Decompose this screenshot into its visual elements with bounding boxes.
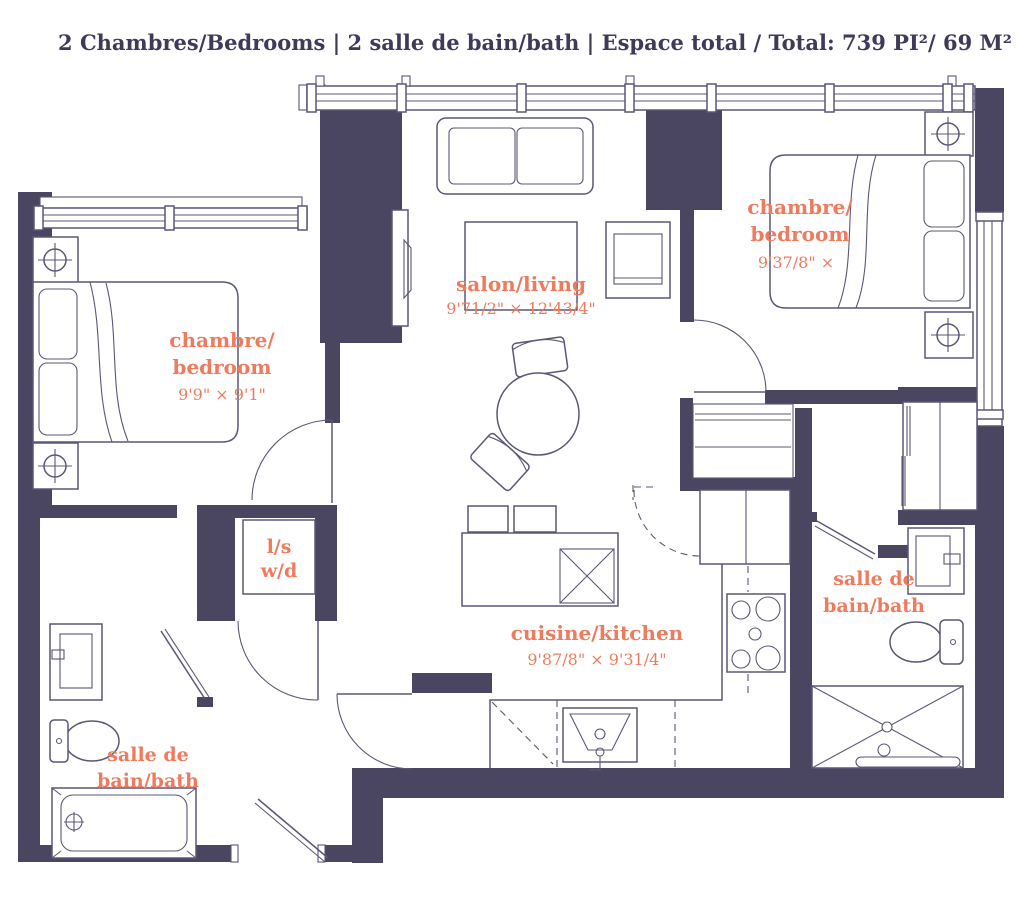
wall <box>33 505 177 518</box>
bedroom-right-label: chambre/ <box>747 195 853 219</box>
window-mullion <box>625 84 634 112</box>
shower-symbol <box>812 686 963 768</box>
wall <box>315 518 337 621</box>
wall <box>18 240 33 452</box>
fridge-symbol <box>633 485 790 564</box>
window-frame <box>977 212 1002 426</box>
wall <box>878 545 910 558</box>
pillow-symbol <box>924 231 964 301</box>
door-bath-left <box>161 629 209 699</box>
wall <box>213 505 337 518</box>
wall <box>898 387 980 403</box>
window-mullion <box>517 84 526 112</box>
window-mullion <box>707 84 716 112</box>
pillow-symbol <box>39 363 77 435</box>
wall <box>975 88 1004 212</box>
bedroom-right-label: bedroom <box>750 222 850 246</box>
laundry-label: w/d <box>260 560 298 582</box>
wall <box>18 505 40 850</box>
stool-symbol <box>468 506 508 532</box>
rug-symbol <box>465 222 577 310</box>
wardrobe-symbol <box>902 402 977 510</box>
wall <box>680 477 812 491</box>
door-bedroom-right <box>694 320 766 392</box>
window-mullion <box>397 84 406 112</box>
window-mullion <box>307 84 316 112</box>
wall <box>646 108 722 210</box>
wall <box>765 390 907 404</box>
plan-title: 2 Chambres/Bedrooms | 2 salle de bain/bath | Espace total / Total: 739 PI²/ 69 M² <box>58 30 1012 55</box>
kitchen-dimensions: 9'87/8" × 9'31/4" <box>527 650 667 669</box>
tv-console-symbol <box>392 210 408 326</box>
window-mullion <box>976 212 1003 221</box>
toilet-symbol <box>890 620 963 664</box>
wall <box>975 426 1004 770</box>
wall <box>790 490 812 770</box>
door-bath-right <box>815 521 875 559</box>
wall <box>898 510 980 525</box>
bathtub-symbol <box>52 788 196 858</box>
window-bedroom-left <box>34 197 307 230</box>
sofa-cushion <box>517 128 583 184</box>
laundry-label: l/s <box>266 536 292 558</box>
bedroom-left-label: bedroom <box>172 355 272 379</box>
bedroom-right-dimensions: 9'37/8" × <box>757 253 835 272</box>
corner-cabinet-dash <box>492 702 553 764</box>
armchair-seat <box>614 234 662 284</box>
living-label: salon/living <box>456 272 586 296</box>
sofa-cushion <box>449 128 515 184</box>
stool-symbol <box>514 506 556 532</box>
door-hall <box>238 621 318 700</box>
window-mullion <box>34 206 43 230</box>
wall <box>320 110 402 343</box>
bath-left-label: salle de <box>107 744 189 766</box>
living-dimensions: 9'71/2" × 12'43/4" <box>446 299 596 318</box>
bath-right-label: salle de <box>833 568 915 590</box>
window-mullion <box>298 206 307 230</box>
vanity-symbol <box>908 528 964 594</box>
wall <box>325 343 340 423</box>
wall <box>197 505 213 621</box>
wall <box>680 398 693 490</box>
dining-table-symbol <box>497 373 579 455</box>
wall <box>213 518 235 621</box>
pillow-symbol <box>39 289 77 359</box>
stove-symbol <box>727 594 785 672</box>
window-mullion <box>943 84 952 112</box>
wall <box>412 673 492 693</box>
window-mullion <box>976 410 1003 419</box>
window-post <box>316 76 324 86</box>
window-mullion <box>964 84 973 112</box>
door-vestibule <box>337 694 412 769</box>
wall <box>382 768 1004 798</box>
bath-left-label: bain/bath <box>97 770 199 792</box>
window-frame <box>307 86 975 110</box>
kitchen-island-symbol <box>462 533 618 606</box>
window-top-band <box>299 76 975 112</box>
dining-chair-symbol <box>512 337 568 378</box>
entry-closet-symbol <box>693 404 793 478</box>
window-bedroom-right <box>976 212 1003 426</box>
vanity-symbol <box>50 624 102 700</box>
window-mullion <box>165 206 174 230</box>
window-mullion <box>825 84 834 112</box>
sink-symbol <box>563 708 637 770</box>
wall <box>352 768 383 863</box>
wall <box>680 210 694 322</box>
bedroom-left-dimensions: 9'9" × 9'1" <box>178 385 266 404</box>
pillow-symbol <box>924 161 964 227</box>
door-entry <box>231 799 328 862</box>
kitchen-label: cuisine/kitchen <box>510 621 684 645</box>
door-bedroom-left <box>252 420 332 503</box>
bath-right-label: bain/bath <box>823 595 925 617</box>
bedroom-left-label: chambre/ <box>169 328 275 352</box>
wall <box>805 512 817 522</box>
